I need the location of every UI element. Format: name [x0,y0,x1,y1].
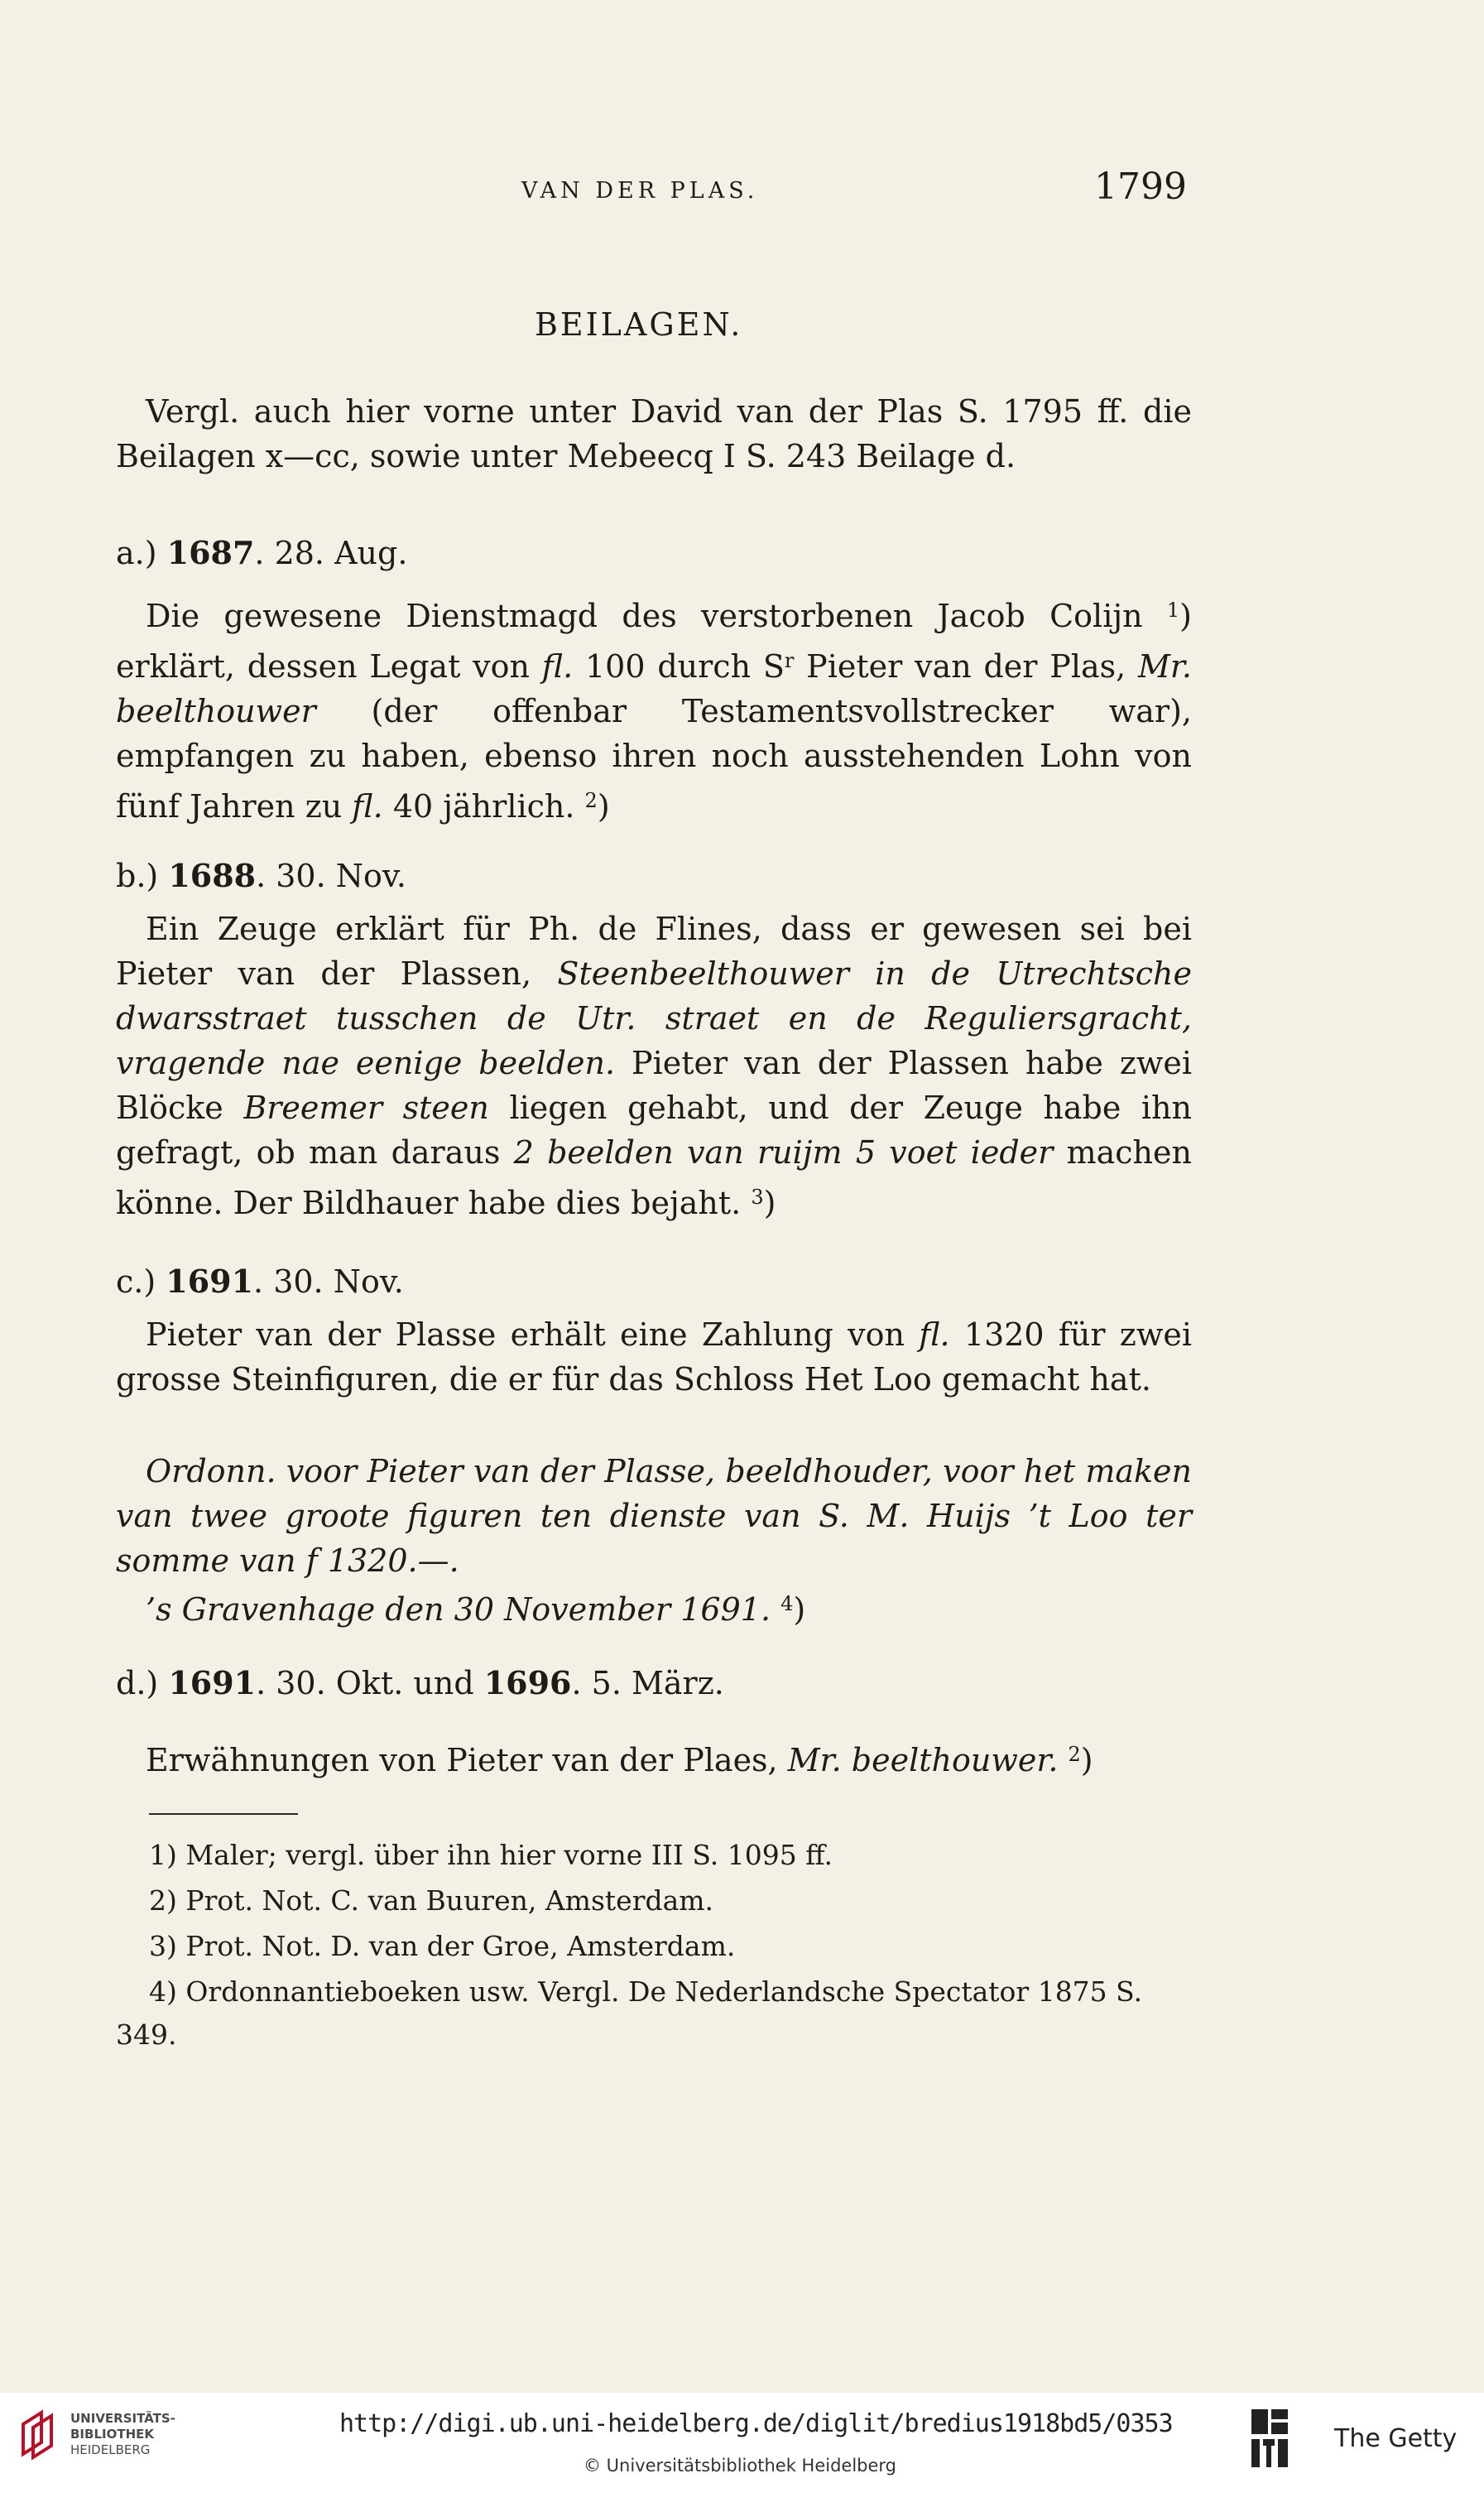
footnote-divider [149,1813,298,1815]
entry-d-year-1: 1691 [168,1664,257,1701]
footnote-2: 2) Prot. Not. C. van Buuren, Amsterdam. [149,1884,714,1917]
footnote-1: 1) Maler; vergl. über ihn hier vorne III S. 1095 ff. [149,1839,833,1871]
entry-c-quote: Ordonn. voor Pieter van der Plasse, beeldhouder, voor het maken van twee groote figuren ten dienste van S. M. Huijs ’t Loo ter somme van f 1320.—. [116,1453,1192,1579]
getty-name: The Getty [1334,2424,1458,2453]
entry-c-text: Pieter van der Plasse erhält eine Zahlung von fl. 1320 für zwei grosse Steinfiguren, die er für das Schloss Het Loo gemacht hat. [116,1316,1193,1398]
getty-logo-icon [1250,2408,1289,2469]
section-title: BEILAGEN. [535,306,743,343]
entry-c-year: 1691 [166,1263,254,1300]
entry-d-heading: d.) 1691. 30. Okt. und 1696. 5. März. [116,1664,724,1701]
intro-paragraph [116,389,1192,479]
entry-a-heading: a.) 1687. 28. Aug. [116,534,408,571]
entry-b-heading: b.) 1688. 30. Nov. [116,857,406,894]
intro-line-1: Vergl. auch hier vorne unter David van der Plas S. 1795 ff. [146,393,1129,430]
entry-d-text: Erwähnungen von Pieter van der Plaes, Mr. beelthouwer. $^2$) [146,1742,1093,1778]
entry-c-place: ’s Gravenhage den 30 November 1691. $^4$) [146,1591,806,1628]
entry-a-year: 1687 [166,534,255,571]
page-number: 1799 [1094,166,1187,208]
viewer-footer [0,2393,1484,2502]
entry-a-text: Die gewesene Dienstmagd des verstorbenen Jacob Colijn $^1$) erklärt, dessen Legat von fl. 100 durch $S^r$ Pieter van der Plas, Mr. beelthouwer (der offenbar Testamentsvollstrecker war), empfangen zu haben, ebenso ihren noch ausstehenden Lohn von fünf Jahren zu fl. 40 jährlich. $^2$) [116,598,1192,825]
library-logo-icon [17,2409,60,2462]
copyright-notice: © Universitätsbibliothek Heidelberg [584,2456,897,2476]
entry-b-year: 1688 [168,857,257,894]
footnote-4: 4) Ordonnantieboeken usw. Vergl. De Nederlandsche Spectator 1875 S. 349. [116,1975,1143,2051]
intro-line-2: die Beilagen x—cc, sowie unter Mebeecq I S. 243 Beilage d. [116,393,1192,474]
entry-b-text: Ein Zeuge erklärt für Ph. de Flines, dass er gewesen sei bei Pieter van der Plassen, Steenbeelthouwer in de Utrechtsche dwarsstraet tusschen de Utr. straet en de Reguliersgracht, vragende nae eenige beelden. Pieter van der Plassen habe zwei Blöcke Breemer steen liegen gehabt, und der Zeuge habe ihn gefragt, ob man daraus 2 beelden van ruijm 5 voet ieder machen könne. Der Bildhauer habe dies bejaht. $^3$) [116,911,1193,1221]
entry-c-heading: c.) 1691. 30. Nov. [116,1263,404,1300]
entry-d-year-2: 1696 [483,1664,572,1701]
library-name: UNIVERSITÄTS- BIBLIOTHEK HEIDELBERG [70,2411,175,2457]
permalink-url[interactable]: http://digi.ub.uni-heidelberg.de/diglit/bredius1918bd5/0353 [339,2409,1173,2438]
running-header: VAN DER PLAS. [521,178,759,204]
footnote-3: 3) Prot. Not. D. van der Groe, Amsterdam. [149,1930,736,1962]
